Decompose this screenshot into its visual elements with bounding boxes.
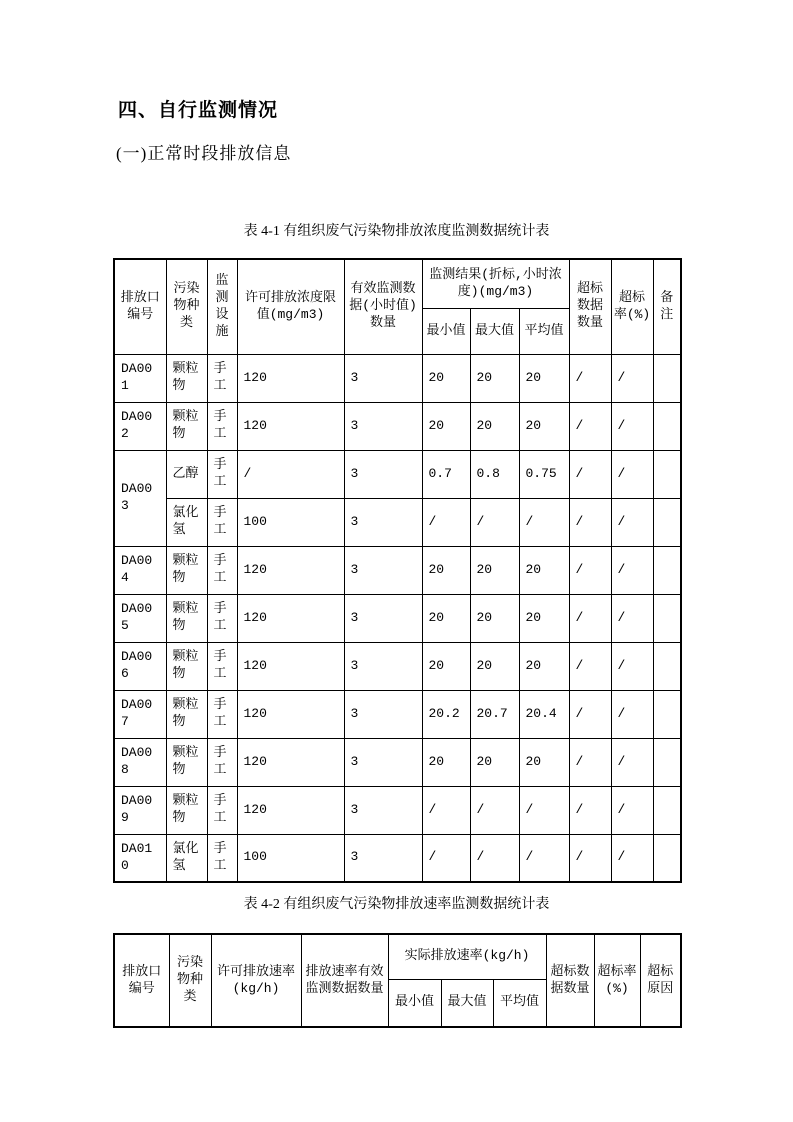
cell-max: 20: [470, 594, 519, 642]
cell-valid-count: 3: [344, 690, 422, 738]
cell-limit: 120: [237, 546, 344, 594]
cell-valid-count: 3: [344, 450, 422, 498]
header-remark: 备注: [653, 259, 681, 354]
cell-avg: /: [519, 834, 569, 882]
cell-valid-count: 3: [344, 642, 422, 690]
header-exceed-rate: 超标率(%): [594, 934, 640, 1027]
cell-pollutant: 氯化氢: [166, 834, 207, 882]
header-exceed-reason: 超标原因: [640, 934, 681, 1027]
cell-exceed-count: /: [569, 594, 611, 642]
cell-facility: 手工: [207, 354, 237, 402]
cell-outlet-id: DA007: [114, 690, 166, 738]
cell-valid-count: 3: [344, 546, 422, 594]
cell-exceed-rate: /: [611, 834, 653, 882]
cell-remark: [653, 738, 681, 786]
cell-facility: 手工: [207, 450, 237, 498]
cell-valid-count: 3: [344, 354, 422, 402]
cell-valid-count: 3: [344, 786, 422, 834]
cell-limit: 120: [237, 690, 344, 738]
header-avg-value: 平均值: [519, 308, 569, 354]
cell-min: 0.7: [422, 450, 470, 498]
cell-max: /: [470, 498, 519, 546]
cell-pollutant: 颗粒物: [166, 354, 207, 402]
cell-max: /: [470, 786, 519, 834]
cell-pollutant: 颗粒物: [166, 690, 207, 738]
header-min-value: 最小值: [388, 979, 441, 1027]
cell-exceed-rate: /: [611, 354, 653, 402]
cell-valid-count: 3: [344, 402, 422, 450]
cell-exceed-rate: /: [611, 738, 653, 786]
cell-facility: 手工: [207, 498, 237, 546]
cell-exceed-count: /: [569, 498, 611, 546]
cell-outlet-id: DA008: [114, 738, 166, 786]
cell-valid-count: 3: [344, 498, 422, 546]
cell-exceed-rate: /: [611, 402, 653, 450]
table-row-da010: [114, 834, 681, 882]
cell-avg: 20: [519, 546, 569, 594]
cell-max: 0.8: [470, 450, 519, 498]
cell-avg: 20: [519, 594, 569, 642]
header-exceed-rate: 超标率(%): [611, 259, 653, 354]
cell-avg: 20.4: [519, 690, 569, 738]
header-permit-rate-limit: 许可排放速率(kg/h): [211, 934, 301, 1027]
cell-remark: [653, 546, 681, 594]
cell-max: 20: [470, 642, 519, 690]
cell-pollutant: 乙醇: [166, 450, 207, 498]
cell-exceed-rate: /: [611, 450, 653, 498]
cell-pollutant: 颗粒物: [166, 402, 207, 450]
emission-rate-monitoring-table: [113, 933, 682, 1028]
header-monitor-facility: 监测设施: [207, 259, 237, 354]
cell-outlet-id: DA005: [114, 594, 166, 642]
cell-avg: 20: [519, 402, 569, 450]
cell-min: /: [422, 834, 470, 882]
cell-pollutant: 颗粒物: [166, 642, 207, 690]
cell-avg: 20: [519, 354, 569, 402]
cell-exceed-rate: /: [611, 642, 653, 690]
cell-outlet-id: DA009: [114, 786, 166, 834]
concentration-monitoring-table: [113, 258, 682, 883]
cell-remark: [653, 642, 681, 690]
cell-exceed-count: /: [569, 546, 611, 594]
cell-max: 20.7: [470, 690, 519, 738]
cell-limit: 100: [237, 498, 344, 546]
cell-facility: 手工: [207, 594, 237, 642]
header-max-value: 最大值: [441, 979, 493, 1027]
table-row-da005: [114, 594, 681, 642]
table-row-da004: [114, 546, 681, 594]
table1-caption: 表 4-1 有组织废气污染物排放浓度监测数据统计表: [243, 224, 550, 239]
cell-exceed-count: /: [569, 786, 611, 834]
cell-remark: [653, 402, 681, 450]
cell-min: 20.2: [422, 690, 470, 738]
table-row-da006: [114, 642, 681, 690]
cell-outlet-id: DA002: [114, 402, 166, 450]
header-exceed-data-count: 超标数据数量: [569, 259, 611, 354]
cell-avg: /: [519, 786, 569, 834]
cell-avg: 0.75: [519, 450, 569, 498]
cell-outlet-id: DA003: [114, 450, 166, 546]
cell-facility: 手工: [207, 738, 237, 786]
header-valid-rate-data-count: 排放速率有效监测数据数量: [301, 934, 388, 1027]
cell-remark: [653, 450, 681, 498]
cell-exceed-count: /: [569, 354, 611, 402]
cell-valid-count: 3: [344, 738, 422, 786]
cell-pollutant: 颗粒物: [166, 546, 207, 594]
cell-max: 20: [470, 738, 519, 786]
cell-pollutant: 颗粒物: [166, 786, 207, 834]
cell-min: 20: [422, 594, 470, 642]
cell-limit: 120: [237, 786, 344, 834]
cell-avg: 20: [519, 642, 569, 690]
cell-limit: 120: [237, 354, 344, 402]
header-permit-concentration-limit: 许可排放浓度限值(mg/m3): [237, 259, 344, 354]
cell-remark: [653, 498, 681, 546]
table-row-da002: [114, 402, 681, 450]
cell-min: 20: [422, 402, 470, 450]
cell-remark: [653, 834, 681, 882]
cell-exceed-count: /: [569, 642, 611, 690]
cell-facility: 手工: [207, 402, 237, 450]
header-max-value: 最大值: [470, 308, 519, 354]
table2-caption: 表 4-2 有组织废气污染物排放速率监测数据统计表: [243, 897, 550, 912]
cell-exceed-rate: /: [611, 498, 653, 546]
cell-outlet-id: DA004: [114, 546, 166, 594]
cell-facility: 手工: [207, 546, 237, 594]
header-actual-rate-group: 实际排放速率(kg/h): [388, 934, 546, 979]
header-exceed-data-count: 超标数据数量: [546, 934, 594, 1027]
cell-valid-count: 3: [344, 594, 422, 642]
cell-avg: 20: [519, 738, 569, 786]
table-row-da003-hcl: [114, 498, 681, 546]
cell-facility: 手工: [207, 690, 237, 738]
cell-exceed-rate: /: [611, 690, 653, 738]
cell-pollutant: 颗粒物: [166, 594, 207, 642]
cell-remark: [653, 594, 681, 642]
cell-limit: 120: [237, 402, 344, 450]
cell-pollutant: 颗粒物: [166, 738, 207, 786]
cell-exceed-count: /: [569, 738, 611, 786]
header-valid-data-count: 有效监测数据(小时值)数量: [344, 259, 422, 354]
cell-limit: 120: [237, 738, 344, 786]
cell-exceed-rate: /: [611, 594, 653, 642]
cell-min: 20: [422, 354, 470, 402]
header-pollutant-type: 污染物种类: [169, 934, 211, 1027]
cell-facility: 手工: [207, 642, 237, 690]
cell-pollutant: 氯化氢: [166, 498, 207, 546]
header-outlet-id: 排放口编号: [114, 934, 169, 1027]
cell-min: /: [422, 786, 470, 834]
cell-avg: /: [519, 498, 569, 546]
header-pollutant-type: 污染物种类: [166, 259, 207, 354]
cell-facility: 手工: [207, 834, 237, 882]
cell-min: 20: [422, 738, 470, 786]
cell-max: /: [470, 834, 519, 882]
header-avg-value: 平均值: [493, 979, 546, 1027]
cell-facility: 手工: [207, 786, 237, 834]
table-row-da001: [114, 354, 681, 402]
cell-outlet-id: DA010: [114, 834, 166, 882]
cell-exceed-rate: /: [611, 786, 653, 834]
cell-max: 20: [470, 354, 519, 402]
cell-remark: [653, 786, 681, 834]
cell-remark: [653, 354, 681, 402]
cell-limit: 120: [237, 642, 344, 690]
cell-min: /: [422, 498, 470, 546]
table-row-da009: [114, 786, 681, 834]
cell-min: 20: [422, 642, 470, 690]
header-min-value: 最小值: [422, 308, 470, 354]
cell-limit: 100: [237, 834, 344, 882]
header-outlet-id: 排放口编号: [114, 259, 166, 354]
table-row-da007: [114, 690, 681, 738]
cell-exceed-count: /: [569, 834, 611, 882]
cell-min: 20: [422, 546, 470, 594]
cell-exceed-count: /: [569, 690, 611, 738]
cell-exceed-count: /: [569, 402, 611, 450]
cell-remark: [653, 690, 681, 738]
section-title: 四、自行监测情况: [118, 100, 279, 121]
cell-valid-count: 3: [344, 834, 422, 882]
table-row-da008: [114, 738, 681, 786]
cell-limit: /: [237, 450, 344, 498]
cell-max: 20: [470, 546, 519, 594]
cell-limit: 120: [237, 594, 344, 642]
subsection-title: (一)正常时段排放信息: [116, 144, 292, 163]
cell-exceed-count: /: [569, 450, 611, 498]
header-monitor-result-group: 监测结果(折标,小时浓度)(mg/m3): [422, 259, 569, 308]
cell-exceed-rate: /: [611, 546, 653, 594]
cell-outlet-id: DA006: [114, 642, 166, 690]
cell-max: 20: [470, 402, 519, 450]
table-row-da003-ethanol: [114, 450, 681, 498]
cell-outlet-id: DA001: [114, 354, 166, 402]
